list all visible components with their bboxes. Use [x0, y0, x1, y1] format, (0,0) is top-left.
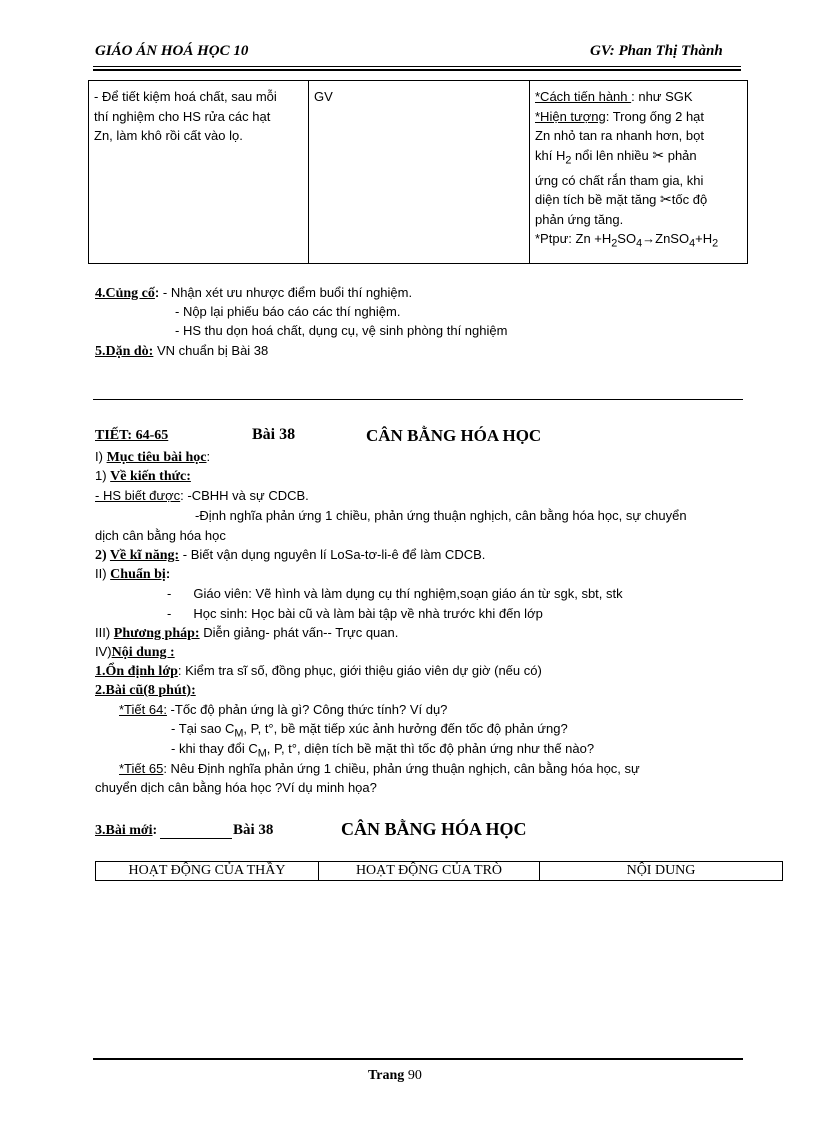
knowledge-heading: 1) Về kiến thức:	[95, 468, 191, 484]
note-line: thí nghiệm cho HS rửa các hạt	[94, 108, 271, 124]
scissors-icon: ✂	[660, 191, 672, 208]
content-heading: IV)Nội dung :	[95, 644, 175, 660]
prep-item-student: - Học sinh: Học bài cũ và làm bài tập về nhà trước khi đến lớp	[167, 606, 543, 621]
content-line: ứng có chất rắn tham gia, khi	[535, 172, 704, 188]
header-rule-thin	[93, 66, 741, 67]
header-rule-thick	[93, 69, 741, 71]
skills-line: 2) Về kĩ năng: - Biết vận dụng nguyên lí LoSa-tơ-li-ê để làm CDCB.	[95, 547, 486, 563]
prep-item-teacher: - Giáo viên: Vẽ hình và làm dụng cụ thí nghiệm,soạn giáo án từ sgk, sbt, stk	[167, 586, 623, 601]
procedure-line: *Cách tiến hành : như SGK	[535, 89, 693, 104]
scissors-icon: ✂	[652, 146, 665, 163]
equation-line: *Ptpư: $Zn +H_2SO_4\to ZnSO_4+H_2$	[535, 231, 719, 250]
activity-table-header	[95, 861, 783, 881]
page-number: Trang 90	[368, 1068, 422, 1083]
period64-question-2: - Tại sao $C_M$, P, t°, bề mặt tiếp xúc ảnh hưởng đến tốc độ phản ứng?	[171, 721, 568, 740]
col-teacher-cell	[89, 81, 309, 264]
footer-rule	[93, 1058, 743, 1060]
new-lesson-label: 3.Bài mới:	[95, 823, 158, 838]
period64-question-3: - khi thay đổi $C_M$, P, t°, diện tích bề mặt thì tốc độ phản ứng như thế nào?	[171, 741, 595, 760]
col-header-teacher: HOẠT ĐỘNG CỦA THẦY	[96, 862, 319, 881]
content-line: diện tích bề mặt tăng ✂tốc độ	[535, 191, 708, 208]
col-content-cell	[530, 81, 748, 264]
definition-line-2: dịch cân bằng hóa học	[95, 528, 226, 543]
col-header-content: NỘI DUNG	[540, 862, 783, 881]
new-lesson-title: CÂN BẰNG HÓA HỌC	[341, 819, 527, 839]
content-line: phản ứng tăng.	[535, 211, 624, 227]
header-right: GV: Phan Thị Thành	[590, 43, 723, 59]
period64-question-1: *Tiết 64: -Tốc độ phản ứng là gì? Công thức tính? Ví dụ?	[119, 702, 448, 717]
note-line: Zn, làm khô rồi cất vào lọ.	[94, 128, 243, 143]
new-lesson-number: Bài 38	[233, 822, 274, 838]
col-header-student: HOẠT ĐỘNG CỦA TRÒ	[319, 862, 540, 881]
content-line: khí $H_2$ nổi lên nhiều ✂ phản	[535, 146, 697, 167]
col-student-cell	[309, 81, 530, 264]
preparation-heading: II) Chuẩn bị:	[95, 566, 171, 582]
header-left: GIÁO ÁN HOÁ HỌC 10	[95, 43, 249, 59]
methods-line: III) Phương pháp: Diễn giảng- phát vấn-- Trực quan.	[95, 625, 399, 641]
phenomenon-line: *Hiện tượng: Trong ống 2 hạt	[535, 108, 705, 124]
danho-line: 5.Dặn dò: VN chuẩn bị Bài 38	[95, 343, 269, 359]
section-divider	[93, 399, 743, 400]
content-line: Zn nhỏ tan ra nhanh hơn, bọt	[535, 128, 704, 143]
continuation-table	[88, 80, 748, 264]
lesson-title: CÂN BẰNG HÓA HỌC	[366, 426, 542, 445]
lesson-period: TIẾT: 64-65	[95, 428, 169, 443]
objectives-heading: I) Mục tiêu bài học:	[95, 449, 211, 465]
period65-question-2: chuyển dịch cân bằng hóa học ?Ví dụ minh họa?	[95, 780, 377, 795]
note-line: - Để tiết kiệm hoá chất, sau mỗi	[94, 89, 277, 104]
arrow-icon: →	[642, 231, 656, 247]
class-check-line: 1.Ổn định lớp: Kiểm tra sĩ số, đồng phục, giới thiệu giáo viên dự giờ (nếu có)	[95, 663, 542, 679]
definition-line-1: -Định nghĩa phản ứng 1 chiều, phản ứng thuận nghịch, cân bằng hóa học, sự chuyển	[195, 508, 687, 523]
period65-question-1: *Tiết 65: Nêu Định nghĩa phản ứng 1 chiều, phản ứng thuận nghịch, cân bằng hóa học, sự	[119, 761, 640, 776]
cungco-line-3: - HS thu dọn hoá chất, dụng cụ, vệ sinh phòng thí nghiệm	[175, 323, 508, 338]
lesson-number: Bài 38	[252, 426, 296, 443]
cungco-line-2: - Nộp lại phiếu báo cáo các thí nghiệm.	[175, 304, 401, 319]
hs-biet-line: - HS biết được: -CBHH và sự CDCB.	[95, 488, 309, 503]
old-lesson-heading: 2.Bài cũ(8 phút):	[95, 683, 196, 698]
cungco-line-1: 4.Củng cố: - Nhận xét ưu nhược điểm buổi thí nghiệm.	[95, 285, 413, 301]
new-lesson-underline	[160, 838, 232, 839]
student-note: GV	[314, 89, 333, 104]
